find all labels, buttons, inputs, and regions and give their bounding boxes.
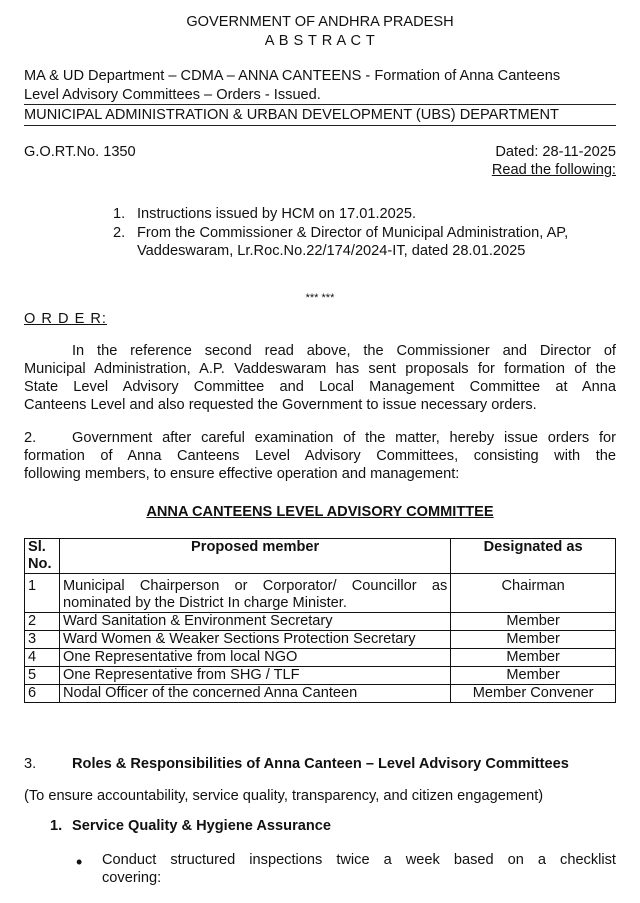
row-sl: 4 bbox=[25, 649, 60, 667]
row-member: One Representative from local NGO bbox=[60, 649, 451, 667]
reference-1-number: 1. bbox=[113, 206, 126, 222]
subject-line-2: Level Advisory Committees – Orders - Issued. bbox=[24, 87, 321, 103]
committee-table bbox=[24, 538, 616, 703]
subsection1-number: 1. bbox=[50, 818, 63, 834]
row-designation: Member Convener bbox=[451, 685, 616, 703]
reference-2-line-1: From the Commissioner & Director of Municipal Administration, AP, bbox=[137, 225, 569, 241]
subject-line-1: MA & UD Department – CDMA – ANNA CANTEENS - Formation of Anna Canteens bbox=[24, 68, 561, 84]
read-following: Read the following: bbox=[491, 162, 616, 178]
reference-2-line-2: Vaddeswaram, Lr.Roc.No.22/174/2024-IT, dated 28.01.2025 bbox=[137, 243, 526, 259]
section3-number: 3. bbox=[24, 756, 37, 772]
reference-1-text: Instructions issued by HCM on 17.01.2025. bbox=[137, 206, 417, 222]
row-member: One Representative from SHG / TLF bbox=[60, 667, 451, 685]
order-heading: O R D E R: bbox=[24, 311, 107, 327]
para1-line-3: State Level Advisory Committee and Local Management Committee at Anna bbox=[24, 379, 616, 395]
subject-divider bbox=[24, 104, 616, 105]
row-member: Ward Sanitation & Environment Secretary bbox=[60, 613, 451, 631]
table-row bbox=[25, 631, 616, 649]
row-sl: 3 bbox=[25, 631, 60, 649]
para1-line-2: Municipal Administration, A.P. Vaddeswaram has sent proposals for formation of the bbox=[24, 361, 616, 377]
row-sl: 5 bbox=[25, 667, 60, 685]
section3-title: Roles & Responsibilities of Anna Canteen – Level Advisory Committees bbox=[72, 756, 569, 772]
row-member: Ward Women & Weaker Sections Protection Secretary bbox=[60, 631, 451, 649]
committee-title: ANNA CANTEENS LEVEL ADVISORY COMMITTEE bbox=[146, 504, 494, 520]
bullet1-line-1: Conduct structured inspections twice a week based on a checklist bbox=[102, 852, 616, 868]
para1-line-4: Canteens Level and also requested the Government to issue necessary orders. bbox=[24, 397, 537, 413]
table-row bbox=[25, 685, 616, 703]
header-designated-as: Designated as bbox=[451, 539, 616, 574]
government-heading: GOVERNMENT OF ANDHRA PRADESH bbox=[186, 14, 454, 30]
row-designation: Member bbox=[451, 667, 616, 685]
row-designation: Member bbox=[451, 631, 616, 649]
department-divider bbox=[24, 125, 616, 126]
separator: *** *** bbox=[305, 292, 335, 304]
subsection1-title: Service Quality & Hygiene Assurance bbox=[72, 818, 332, 834]
table-row bbox=[25, 649, 616, 667]
header-no-label: No. bbox=[28, 556, 52, 572]
row-sl: 1 bbox=[25, 574, 60, 613]
row-sl: 6 bbox=[25, 685, 60, 703]
table-row bbox=[25, 613, 616, 631]
abstract-heading: A B S T R A C T bbox=[264, 33, 376, 49]
header-sl-label: Sl. bbox=[28, 539, 46, 555]
bullet1-line-2: covering: bbox=[102, 870, 162, 886]
table-row bbox=[25, 667, 616, 685]
row-designation: Member bbox=[451, 649, 616, 667]
header-proposed-member: Proposed member bbox=[60, 539, 451, 574]
row-member: Municipal Chairperson or Corporator/ Councillor as nominated by the District In charge Minister. bbox=[60, 574, 451, 613]
department-heading: MUNICIPAL ADMINISTRATION & URBAN DEVELOPMENT (UBS) DEPARTMENT bbox=[24, 107, 559, 123]
go-number: G.O.RT.No. 1350 bbox=[24, 144, 136, 160]
row-designation: Member bbox=[451, 613, 616, 631]
section3-note: (To ensure accountability, service quality, transparency, and citizen engagement) bbox=[24, 788, 544, 804]
row-designation: Chairman bbox=[451, 574, 616, 613]
bullet-dot-icon: • bbox=[76, 852, 83, 872]
table-row bbox=[25, 574, 616, 613]
dated: Dated: 28-11-2025 bbox=[495, 144, 616, 160]
para1-line-1: In the reference second read above, the Commissioner and Director of bbox=[72, 343, 616, 359]
reference-2-number: 2. bbox=[113, 225, 126, 241]
row-member: Nodal Officer of the concerned Anna Canteen bbox=[60, 685, 451, 703]
para2-line-3: following members, to ensure effective operation and management: bbox=[24, 466, 460, 482]
para2-line-2: formation of Anna Canteens Level Advisory Committees, consisting with the bbox=[24, 448, 616, 464]
table-header-row bbox=[25, 539, 616, 574]
para2-line-1: Government after careful examination of the matter, hereby issue orders for bbox=[72, 430, 616, 446]
para2-number: 2. bbox=[24, 430, 37, 446]
header-sl-no bbox=[25, 539, 60, 574]
row-sl: 2 bbox=[25, 613, 60, 631]
